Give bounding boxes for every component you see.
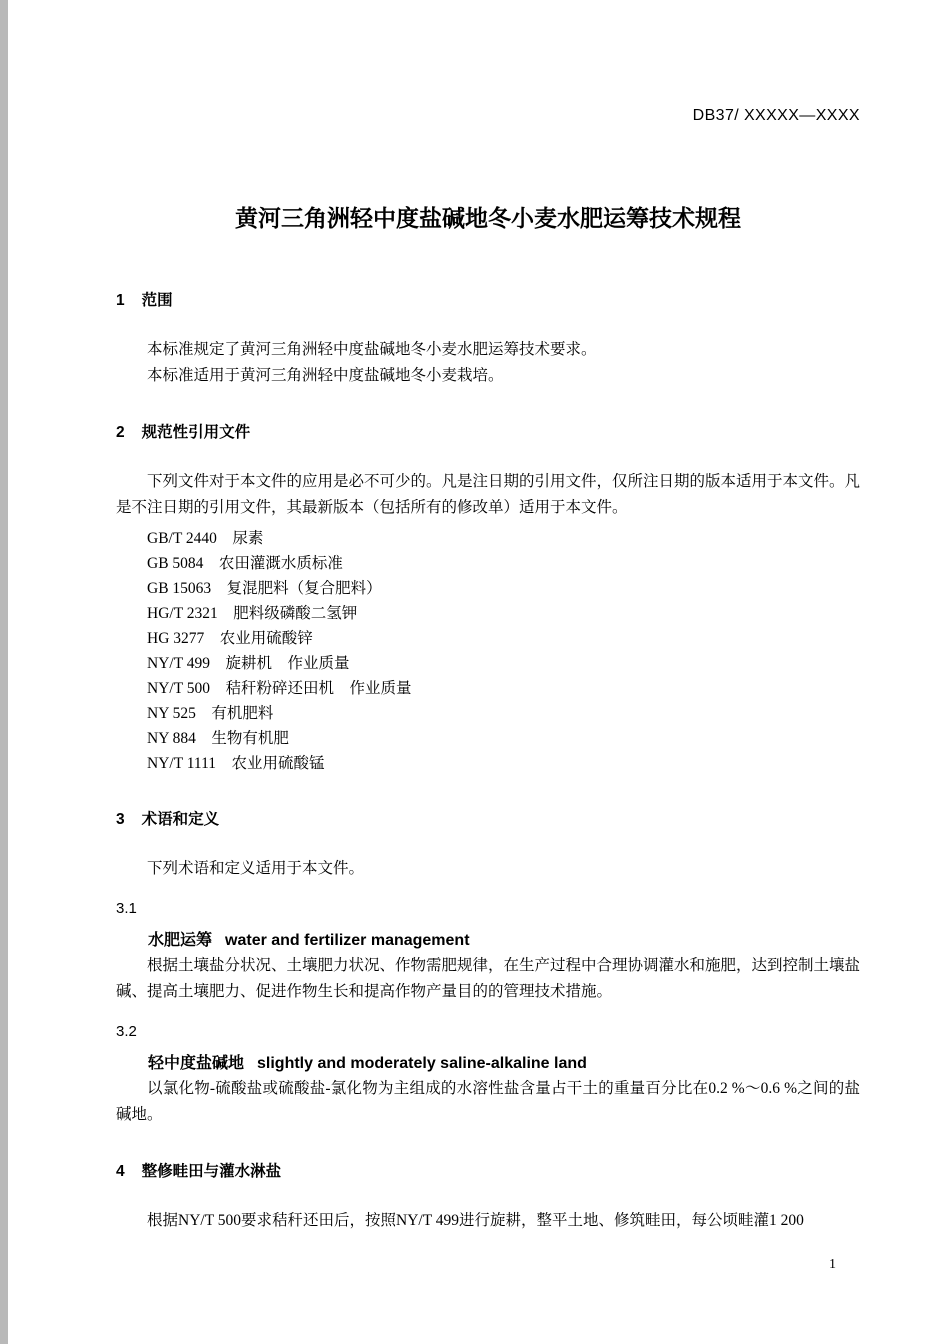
reference-item: NY/T 1111 农业用硫酸锰 <box>147 755 325 772</box>
section-2-heading <box>116 422 860 444</box>
section-3-intro: 下列术语和定义适用于本文件。 <box>147 860 365 877</box>
section-1-label: 范围 <box>141 292 173 309</box>
reference-item: GB 15063 复混肥料（复合肥料） <box>147 580 382 597</box>
section-1-heading <box>116 290 860 312</box>
reference-item: NY/T 499 旋耕机 作业质量 <box>147 655 350 672</box>
section-1-paragraph-2: 本标准适用于黄河三角洲轻中度盐碱地冬小麦栽培。 <box>147 367 504 384</box>
reference-item: NY 525 有机肥料 <box>147 705 274 722</box>
section-1-paragraph-1: 本标准规定了黄河三角洲轻中度盐碱地冬小麦水肥运筹技术要求。 <box>147 341 597 358</box>
reference-item: NY 884 生物有机肥 <box>147 730 289 747</box>
term-2 <box>148 1053 860 1075</box>
term-1-english: water and fertilizer management <box>225 932 470 949</box>
section-4-number: 4 <box>116 1163 125 1180</box>
term-1 <box>148 930 860 952</box>
section-3-label: 术语和定义 <box>141 811 220 828</box>
term-1-definition: 根据土壤盐分状况、土壤肥力状况、作物需肥规律，在生产过程中合理协调灌水和施肥，达到控制土壤盐碱、提高土壤肥力、促进作物生长和提高作物产量目的的管理技术措施。 <box>116 957 861 1000</box>
section-3-number: 3 <box>116 811 125 828</box>
section-2-label: 规范性引用文件 <box>141 424 251 441</box>
clause-3-2-number: 3.2 <box>116 1023 137 1040</box>
standard-doc-code: DB37/ XXXXX—XXXX <box>692 107 860 124</box>
term-2-definition: 以氯化物-硫酸盐或硫酸盐-氯化物为主组成的水溶性盐含量占干土的重量百分比在0.2 %～0.6 %之间的盐碱地。 <box>116 1080 860 1123</box>
reference-item: GB 5084 农田灌溉水质标准 <box>147 555 343 572</box>
section-4-paragraph-1: 根据NY/T 500要求秸秆还田后，按照NY/T 499进行旋耕，整平土地、修筑畦田，每公顷畦灌1 200 <box>147 1212 804 1229</box>
section-4-label: 整修畦田与灌水淋盐 <box>141 1163 282 1180</box>
term-2-english: slightly and moderately saline-alkaline land <box>257 1055 587 1072</box>
clause-3-1-number: 3.1 <box>116 900 137 917</box>
section-1-number: 1 <box>116 292 125 309</box>
normative-references-list <box>116 526 860 776</box>
reference-item: HG 3277 农业用硫酸锌 <box>147 630 313 647</box>
page-number: 1 <box>829 1257 836 1272</box>
reference-item: GB/T 2440 尿素 <box>147 530 264 547</box>
document-title: 黄河三角洲轻中度盐碱地冬小麦水肥运筹技术规程 <box>235 205 741 231</box>
section-2-intro: 下列文件对于本文件的应用是必不可少的。凡是注日期的引用文件，仅所注日期的版本适用于本文件。凡是不注日期的引用文件，其最新版本（包括所有的修改单）适用于本文件。 <box>116 473 861 516</box>
term-2-chinese: 轻中度盐碱地 <box>148 1055 245 1072</box>
section-2-number: 2 <box>116 424 125 441</box>
reference-item: HG/T 2321 肥料级磷酸二氢钾 <box>147 605 358 622</box>
term-1-chinese: 水肥运筹 <box>148 932 213 949</box>
reference-item: NY/T 500 秸秆粉碎还田机 作业质量 <box>147 680 412 697</box>
section-4-heading <box>116 1161 860 1183</box>
section-3-heading <box>116 809 860 831</box>
